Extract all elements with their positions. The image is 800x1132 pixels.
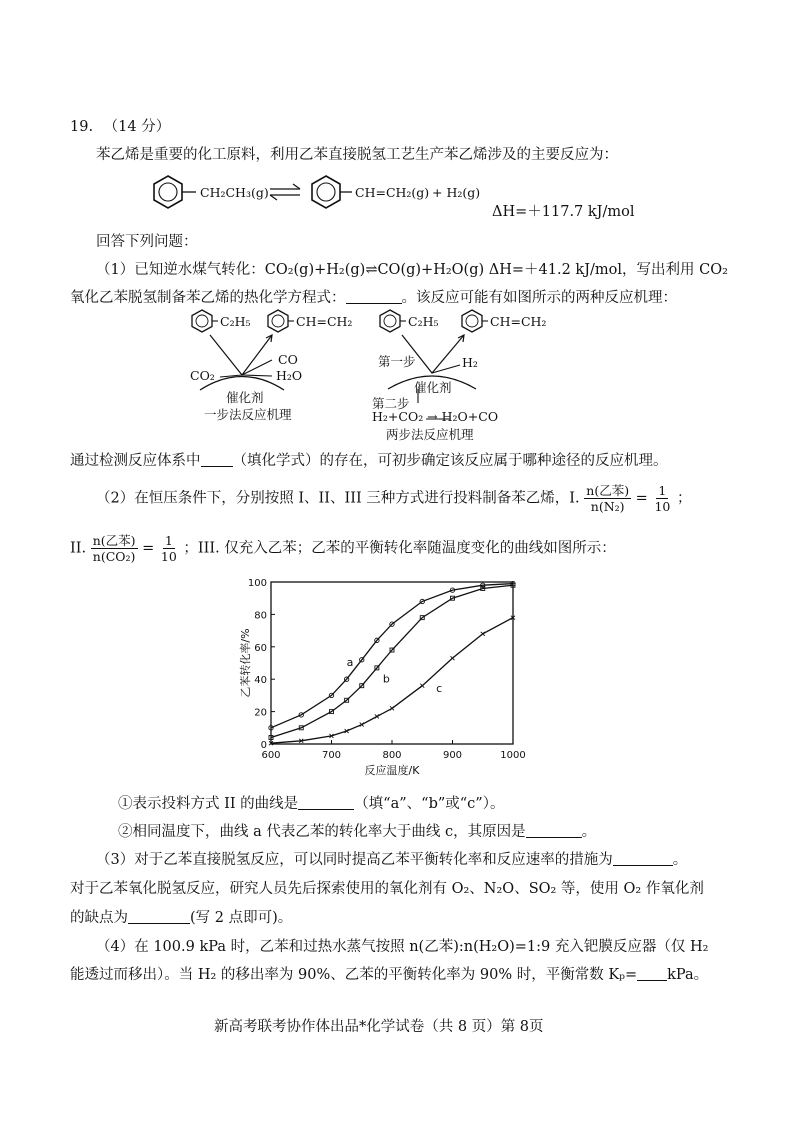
mech2-reactant-label: C₂H₅	[408, 314, 439, 329]
y-tick-label: 0	[260, 740, 267, 751]
mech1-co-label: CO	[278, 352, 298, 367]
conversion-chart	[235, 572, 535, 782]
answer-blank-6[interactable]	[128, 911, 190, 924]
mech1-catalyst-label: 催化剂	[226, 390, 264, 405]
data-point-c	[451, 656, 455, 660]
mech2-step2-label: 第二步	[372, 396, 410, 411]
mech2-product-label: CH=CH₂	[490, 314, 547, 329]
enthalpy-change: ΔH=＋117.7 kJ/mol	[492, 204, 635, 220]
part1-line3-tail: （填化学式）的存在，可初步确定该反应属于哪种途径的反应机理。	[232, 453, 668, 469]
page-footer: 新高考联考协作体出品*化学试卷（共 8 页）第 8页	[214, 1019, 544, 1035]
mech1-product-label: CH=CH₂	[296, 314, 353, 329]
part1-line2-tail: 。该反应可能有如图所示的两种反应机理：	[401, 290, 677, 306]
answer-blank-2[interactable]	[201, 454, 233, 467]
series-label-a: a	[346, 656, 354, 670]
reactant-substituent: CH₂CH₃(g)	[200, 185, 269, 200]
part1-line2-text: 氧化乙苯脱氢制备苯乙烯的热化学方程式：	[70, 290, 346, 306]
part4-line2-tail: kPa。	[667, 967, 709, 983]
hydrogen-product: + H₂(g)	[432, 185, 481, 200]
answer-blank-4[interactable]	[526, 825, 582, 838]
y-tick-label: 100	[247, 578, 267, 589]
x-tick-label: 900	[442, 750, 463, 761]
answer-blank-7[interactable]	[637, 968, 667, 981]
intro-text: 苯乙烯是重要的化工原料，利用乙苯直接脱氢工艺生产苯乙烯涉及的主要反应为：	[96, 147, 618, 163]
series-line-b	[271, 585, 513, 737]
roman-two: II.	[70, 540, 87, 557]
part1-line3-text: 通过检测反应体系中	[70, 453, 201, 469]
part2-line1-text: （2）在恒压条件下，分别按照 I、II、III 三种方式进行投料制备苯乙烯，I.	[96, 490, 580, 507]
answer-prompt: 回答下列问题：	[96, 234, 198, 250]
benzene-ring-reactant	[154, 176, 182, 208]
mech1-h2o-label: H₂O	[276, 368, 303, 383]
part3-line1	[96, 848, 687, 869]
benzene-ring-mech1-reactant	[192, 310, 212, 332]
series-label-b: b	[382, 672, 390, 686]
x-tick-label: 600	[261, 750, 281, 761]
ratio-value-1: $\frac{1}{10}$	[654, 483, 671, 514]
data-point-c	[390, 706, 394, 710]
series-line-a	[271, 584, 513, 728]
mech1-co2-label: CO₂	[190, 368, 215, 383]
y-tick-label: 80	[254, 610, 267, 622]
part2-q2	[118, 820, 596, 841]
data-point-c	[420, 684, 424, 688]
data-point-c	[481, 632, 485, 636]
part3-line3-tail: (写 2 点即可)。	[190, 910, 293, 926]
product-substituent: CH=CH₂(g)	[355, 185, 430, 200]
question-number-line	[70, 115, 170, 136]
mech2-step2-equation: H₂+CO₂ → H₂O+CO	[372, 409, 499, 424]
x-tick-label: 800	[382, 750, 402, 761]
benzene-ring-product	[312, 176, 340, 208]
mech1-reactant-label: C₂H₅	[220, 314, 251, 329]
part2-q1-text: ①表示投料方式 II 的曲线是	[118, 796, 299, 812]
part2-line2-tail: ；III. 仅充入乙苯；乙苯的平衡转化率随温度变化的曲线如图所示：	[183, 540, 616, 557]
mech1-caption: 一步法反应机理	[204, 407, 292, 422]
y-tick-label: 40	[254, 675, 267, 687]
part3-line1-tail: 。	[672, 852, 688, 868]
answer-blank-1[interactable]	[346, 291, 402, 304]
part4-line2-text: 能透过而移出）。当 H₂ 的移出率为 90%、乙苯的平衡转化率为 90% 时，平衡常数 Kₚ=	[70, 967, 638, 983]
y-tick-label: 20	[254, 707, 267, 719]
benzene-ring-mech1-product	[268, 310, 288, 332]
ratio-fraction-2: $\frac{\text{n(乙苯)}}{\text{n(CO₂)}}$	[92, 533, 136, 564]
part2-q1	[118, 792, 504, 813]
question-points: （14 分）	[103, 119, 171, 135]
part2-q2-tail: 。	[581, 824, 597, 840]
part1-line3	[70, 449, 668, 470]
mech2-catalyst-label: 催化剂	[414, 380, 452, 395]
answer-blank-3[interactable]	[298, 797, 354, 810]
part1-line1: （1）已知逆水煤气转化：CO₂(g)+H₂(g)⇌CO(g)+H₂O(g) ΔH=＋41.2 kJ/mol，写出利用 CO₂	[96, 262, 728, 278]
x-axis-label: 反应温度/K	[364, 764, 420, 777]
part2-line1: （2）在恒压条件下，分别按照 I、II、III 三种方式进行投料制备苯乙烯，I. $\frac{\text{n(乙苯)}}{\text{n(N₂)}}$ = $\frac{1}{10}$ ；	[96, 483, 692, 514]
ratio-fraction-1: $\frac{\text{n(乙苯)}}{\text{n(N₂)}}$	[586, 483, 630, 514]
benzene-ring-mech2-reactant	[380, 310, 400, 332]
part2-q1-tail: （填“a”、“b”或“c”）。	[354, 796, 505, 812]
plot-frame	[271, 582, 513, 744]
part2-q2-text: ②相同温度下，曲线 a 代表乙苯的转化率大于曲线 c，其原因是	[118, 824, 526, 840]
ratio-value-2: $\frac{1}{10}$	[160, 533, 177, 564]
x-tick-label: 700	[321, 750, 342, 761]
mech2-h2-label: H₂	[462, 355, 478, 370]
series-label-c: c	[436, 682, 443, 696]
x-tick-label: 1000	[500, 750, 526, 761]
benzene-ring-mech2-product	[462, 310, 482, 332]
part4-line1: （4）在 100.9 kPa 时，乙苯和过热水蒸气按照 n(乙苯):n(H₂O)=1:9 充入钯膜反应器（仅 H₂	[96, 939, 709, 955]
part3-line3-text: 的缺点为	[70, 910, 128, 926]
y-axis-label: 乙苯转化率/%	[239, 628, 252, 698]
part2-line2: II. $\frac{\text{n(乙苯)}}{\text{n(CO₂)}}$ = $\frac{1}{10}$ ；III. 仅充入乙苯；乙苯的平衡转化率随温度变化的曲线如图所示：	[70, 533, 616, 564]
y-tick-label: 60	[254, 642, 267, 654]
mech2-step1-label: 第一步	[378, 354, 416, 369]
part1-line2	[70, 286, 677, 307]
part3-line1-text: （3）对于乙苯直接脱氢反应，可以同时提高乙苯平衡转化率和反应速率的措施为	[96, 852, 613, 868]
equilibrium-arrow-icon	[270, 184, 300, 200]
question-number: 19.	[70, 119, 94, 135]
mech2-caption: 两步法反应机理	[386, 427, 474, 442]
answer-blank-5[interactable]	[613, 853, 673, 866]
part3-line2: 对于乙苯氧化脱氢反应，研究人员先后探索使用的氧化剂有 O₂、N₂O、SO₂ 等，使用 O₂ 作氧化剂	[70, 881, 704, 897]
part3-line3	[70, 906, 292, 927]
part4-line2	[70, 963, 708, 984]
